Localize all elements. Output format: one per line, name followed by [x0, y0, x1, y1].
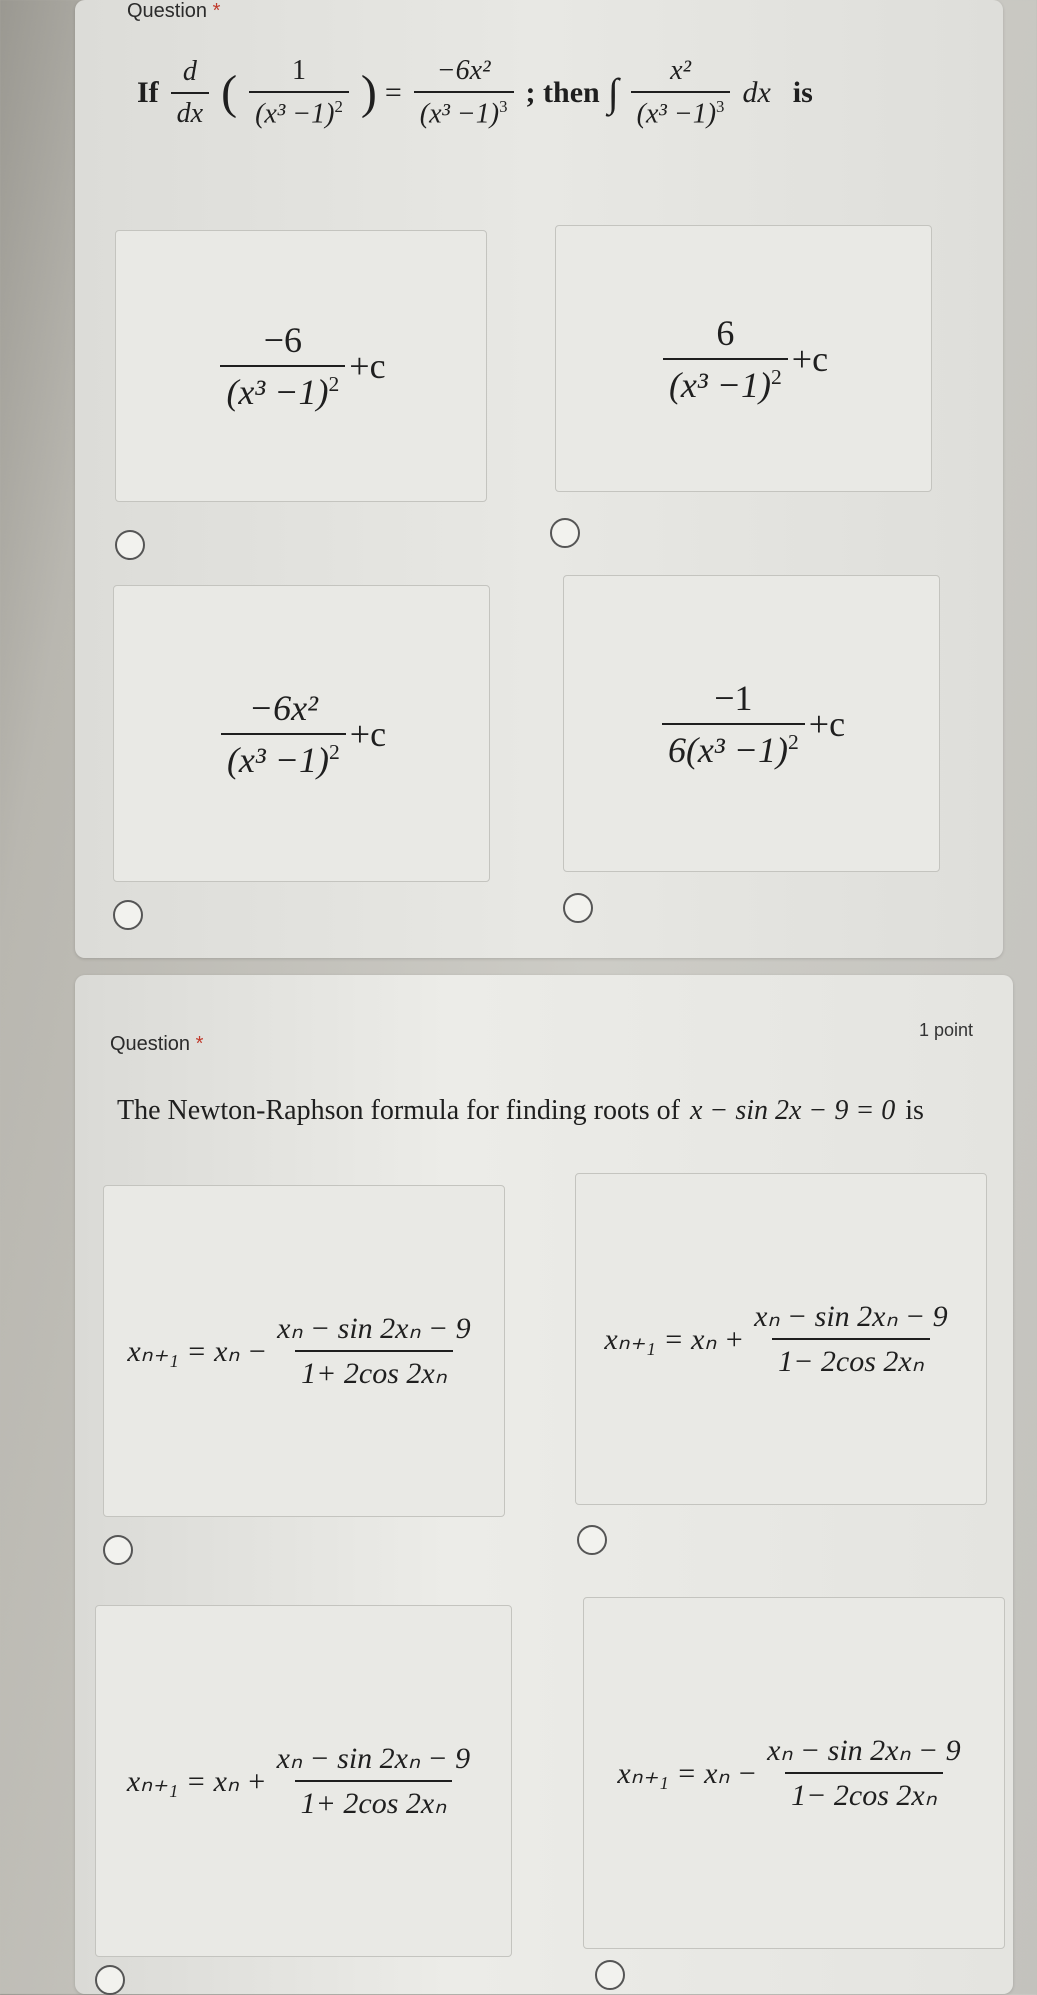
option-a-expression: $\frac{-6}{(x^3 -1)^2}$ +c: [216, 319, 385, 413]
option-a-radio[interactable]: [103, 1535, 133, 1565]
option-b-card[interactable]: [555, 225, 932, 492]
option-b-radio[interactable]: [550, 518, 580, 548]
option-d-expression: $\frac{-1}{6(x^3 -1)^2}$ +c: [658, 677, 845, 771]
option-d-expression: xₙ₊₁ = xₙ − $\frac{\text{xₙ − sin 2xₙ − 9}}{\text{1− 2cos 2xₙ}}$: [617, 1734, 961, 1812]
option-d-card[interactable]: [583, 1597, 1005, 1949]
option-d-radio[interactable]: [595, 1960, 625, 1990]
option-c-expression: xₙ₊₁ = xₙ + $\frac{\text{xₙ − sin 2xₙ − 9}}{\text{1+ 2cos 2xₙ}}$: [126, 1742, 471, 1820]
option-b-card[interactable]: [575, 1173, 987, 1505]
option-c-radio[interactable]: [113, 900, 143, 930]
question-stem: The Newton-Raphson formula for finding roots of x − sin 2x − 9 = 0 is: [117, 1095, 924, 1126]
option-d-radio[interactable]: [563, 893, 593, 923]
option-c-card[interactable]: [113, 585, 490, 882]
option-c-expression: $\frac{\text{−6x²}}{(x^3 -1)^2}$ +c: [217, 687, 386, 781]
question-card-1: [75, 0, 1003, 958]
option-b-radio[interactable]: [577, 1525, 607, 1555]
option-a-card[interactable]: [103, 1185, 505, 1517]
question-stem: If $\frac{d}{dx}$ ( $\frac{1}{(x^3 -1)^2}$ ) = $\frac{\text{−6x²}}{(x^3 -1)^3}$ ; then ∫ $\frac{\text{x²}}{(x^3 -1)^3}$ dx is: [137, 55, 813, 130]
option-c-radio[interactable]: [95, 1965, 125, 1995]
question-label: Question *: [110, 1033, 204, 1055]
option-a-expression: xₙ₊₁ = xₙ − $\frac{\text{xₙ − sin 2xₙ − 9}}{\text{1+ 2cos 2xₙ}}$: [127, 1312, 471, 1390]
question-label: Question *: [127, 0, 221, 22]
option-b-expression: $\frac{6}{(x^3 -1)^2}$ +c: [659, 312, 828, 406]
option-a-radio[interactable]: [115, 530, 145, 560]
option-c-card[interactable]: [95, 1605, 512, 1957]
option-d-card[interactable]: [563, 575, 940, 872]
points-label: 1 point: [918, 1020, 973, 1040]
question-card-2: [75, 975, 1013, 1994]
option-b-expression: xₙ₊₁ = xₙ + $\frac{\text{xₙ − sin 2xₙ − 9}}{\text{1− 2cos 2xₙ}}$: [604, 1300, 948, 1378]
option-a-card[interactable]: [115, 230, 487, 502]
